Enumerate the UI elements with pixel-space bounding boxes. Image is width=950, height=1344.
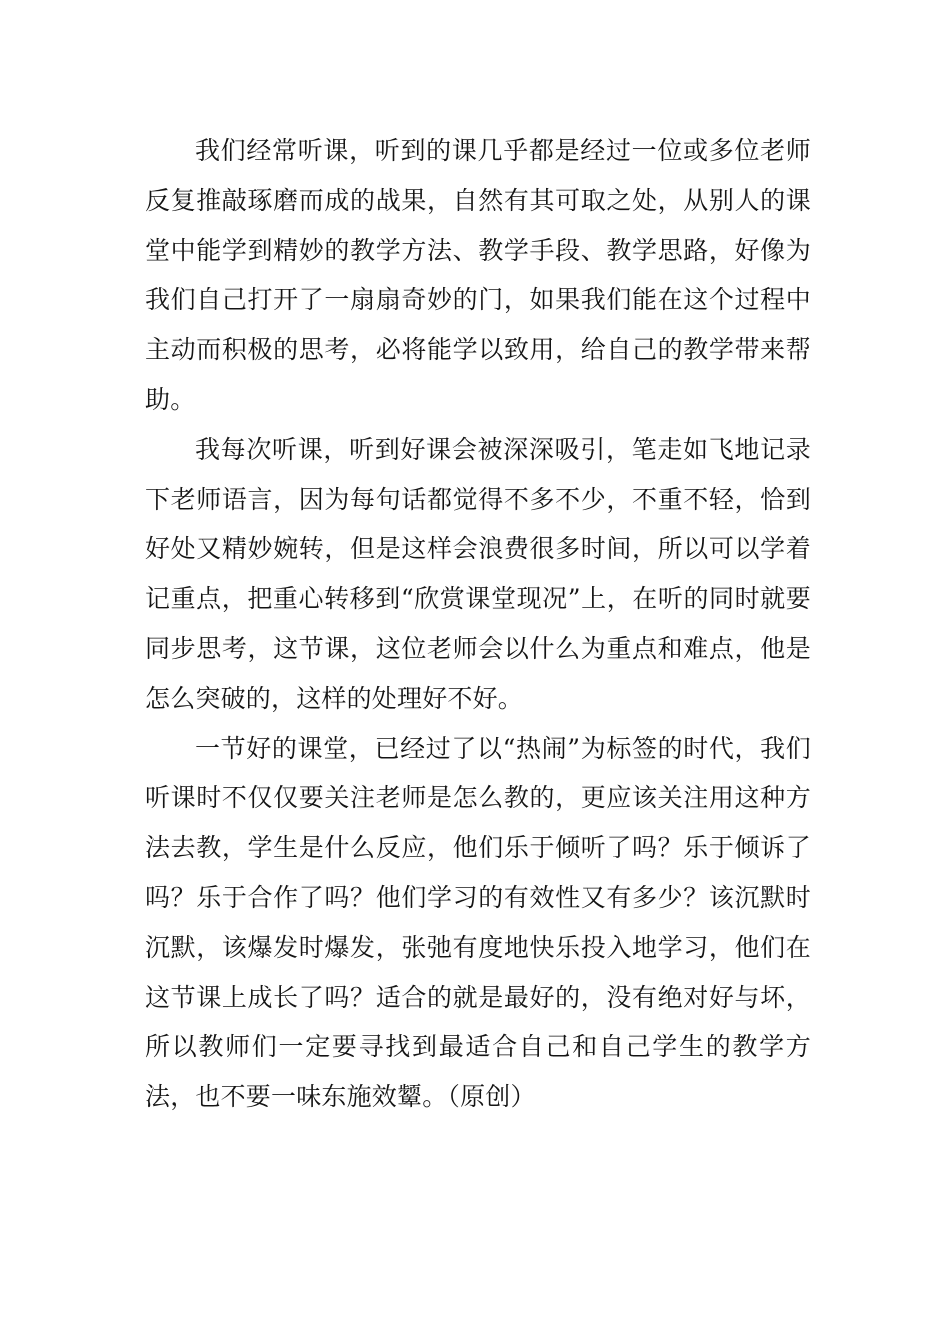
paragraph-2: 我每次听课，听到好课会被深深吸引，笔走如飞地记录下老师语言，因为每句话都觉得不多不少，不重不轻，恰到好处又精妙婉转，但是这样会浪费很多时间，所以可以学着记重点，把重心转移到“欣赏课堂现况”上，在听的同时就要同步思考，这节课，这位老师会以什么为重点和难点，他是怎么突破的，这样的处理好不好。 <box>145 434 811 713</box>
paragraph-3: 一节好的课堂，已经过了以“热闹”为标签的时代，我们听课时不仅仅要关注老师是怎么教的，更应该关注用这种方法去教，学生是什么反应，他们乐于倾听了吗？乐于倾诉了吗？乐于合作了吗？他们学习的有效性又有多少？该沉默时沉默，该爆发时爆发，张弛有度地快乐投入地学习，他们在这节课上成长了吗？适合的就是最好的，没有绝对好与坏，所以教师们一定要寻找到最适合自己和自己学生的教学方法，也不要一味东施效颦。（原创） <box>145 733 811 1112</box>
paragraph-1: 我们经常听课，听到的课几乎都是经过一位或多位老师反复推敲琢磨而成的战果，自然有其可取之处，从别人的课堂中能学到精妙的教学方法、教学手段、教学思路，好像为我们自己打开了一扇扇奇妙的门，如果我们能在这个过程中主动而积极的思考，必将能学以致用，给自己的教学带来帮助。 <box>145 136 811 414</box>
document-body <box>145 126 811 1122</box>
